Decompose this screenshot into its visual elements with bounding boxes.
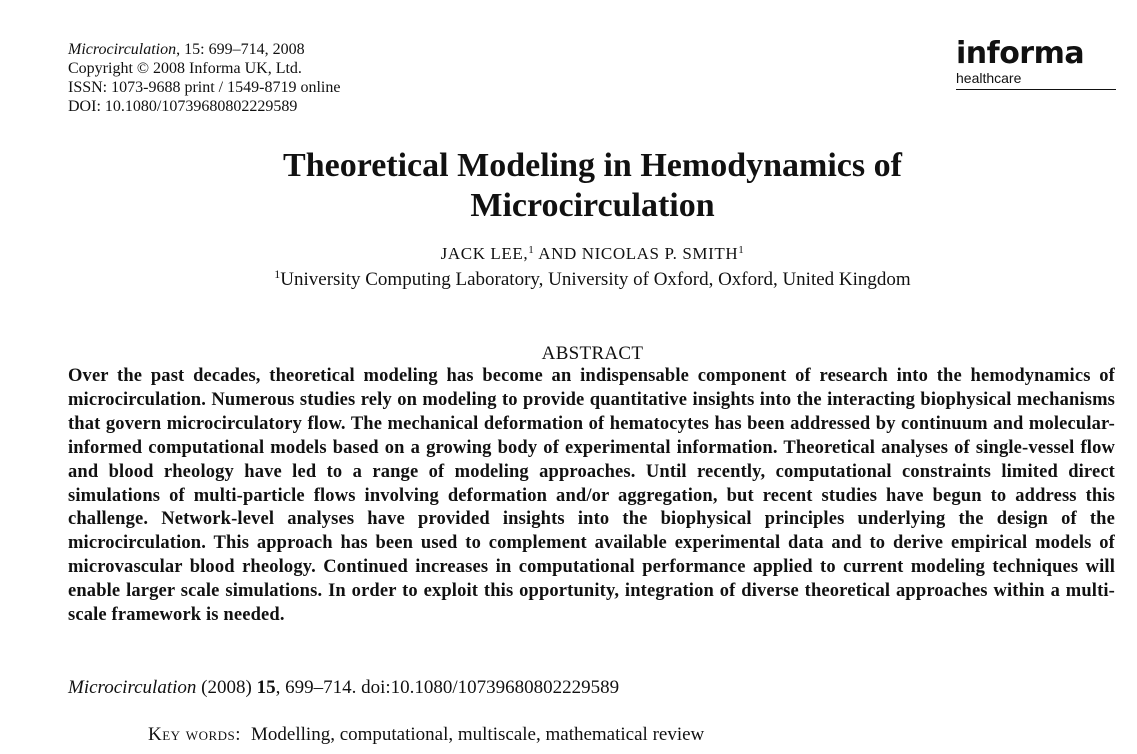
citation-pages-doi: , 699–714. doi:10.1080/10739680802229589 <box>275 677 620 698</box>
title-line-1: Theoretical Modeling in Hemodynamics of <box>283 147 902 184</box>
citation-year: (2008) <box>196 677 257 698</box>
copyright-line: Copyright © 2008 Informa UK, Ltd. <box>68 60 302 77</box>
affiliation <box>0 267 1137 293</box>
author-2: AND NICOLAS P. SMITH <box>534 244 739 263</box>
author-1-affiliation-mark: 1 <box>528 244 535 256</box>
author-list <box>0 243 1137 265</box>
abstract-heading: ABSTRACT <box>541 343 644 364</box>
citation-journal: Microcirculation <box>68 677 197 698</box>
abstract-body: Over the past decades, theoretical modeling has become an indispensable component of research into the hemodynamics of microcirculation. Numerous studies rely on modeling to provide quantitative insights into the interacting biophysical mechanisms that govern microcirculatory flow. The mechanical deformation of hematocytes has been addressed by continuum and molecular-informed computational models based on a growing body of experimental information. Theoretical analyses of single-vessel flow and blood rheology have led to a range of modeling approaches. Until recently, computational constraints limited direct simulations of multi-particle flows involving deformation and/or aggregation, but recent studies have begun to address this challenge. Network-level analyses have provided insights into the biophysical principles underlying the design of the microcirculation. This approach has been used to complement available experimental data and to derive empirical models of microvascular blood rheology. Continued increases in computational performance applied to current modeling techniques will enable larger scale simulations. In order to exploit this opportunity, integration of diverse theoretical approaches within a multi-scale framework is needed. <box>68 366 1115 626</box>
journal-volume-pages: , 15: 699–714, 2008 <box>176 41 305 58</box>
keywords <box>148 723 704 747</box>
article-citation <box>68 676 619 700</box>
title-line-2: Microcirculation <box>470 187 715 224</box>
keywords-label: Key words: <box>148 724 242 745</box>
journal-citation-line <box>68 40 340 59</box>
logo-subtitle: healthcare <box>956 70 1116 90</box>
author-2-affiliation-mark: 1 <box>738 244 745 256</box>
keywords-list: Modelling, computational, multiscale, mathematical review <box>251 724 705 745</box>
affiliation-mark: 1 <box>274 267 281 281</box>
author-1: JACK LEE, <box>440 244 529 263</box>
issn-line: ISSN: 1073-9688 print / 1549-8719 online <box>68 79 341 96</box>
logo-brand: informa <box>956 36 1085 71</box>
doi-line: DOI: 10.1080/10739680802229589 <box>68 98 298 115</box>
citation-volume: 15 <box>256 677 276 698</box>
paper-title <box>0 146 1137 226</box>
journal-name: Microcirculation <box>68 41 177 58</box>
journal-header <box>68 40 340 116</box>
publisher-logo <box>956 38 1116 90</box>
affiliation-text: University Computing Laboratory, University of Oxford, Oxford, United Kingdom <box>280 269 911 290</box>
